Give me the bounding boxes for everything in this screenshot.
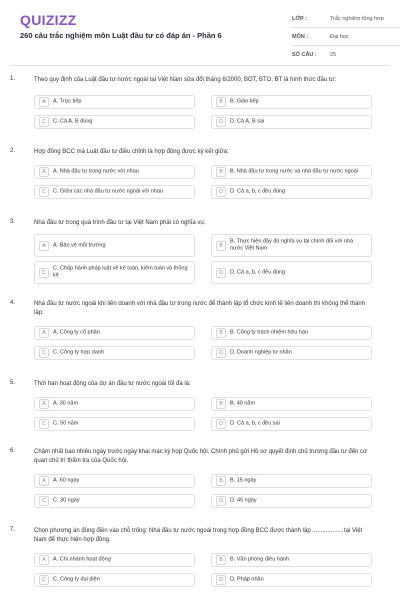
worksheet-title: 260 câu trắc nghiệm môn Luật đầu tư có đáp án - Phần 6 (20, 31, 222, 40)
answer-option-a[interactable] (34, 165, 195, 179)
option-text: C. 30 ngày (53, 497, 80, 504)
option-text: A. Bảo vệ môi trường (53, 241, 106, 248)
meta-row-class (292, 10, 400, 28)
option-letter-badge: B (216, 476, 226, 486)
question-text: Theo quy định của Luật đầu tư nước ngoài tại Việt Nam sửa đổi tháng 6/2000, BOT, BTO, BT là hình thức đầu tư: (34, 77, 337, 83)
option-text: B. Nhà đầu tư trong nước và nhà đầu tư nước ngoài (230, 168, 359, 175)
option-letter-badge: A (39, 97, 49, 107)
option-letter-badge: D (216, 268, 226, 278)
question-number: 6. (10, 448, 16, 454)
option-text: B. Công ty trách nhiệm hữu hạn (230, 329, 308, 336)
question-number: 4. (10, 300, 16, 306)
answer-option-d[interactable] (211, 346, 372, 360)
question-number: 1. (10, 76, 16, 82)
option-letter-badge: C (39, 187, 49, 197)
option-letter-badge: B (216, 555, 226, 565)
option-text: B. Gián tiếp (230, 98, 259, 105)
option-letter-badge: D (216, 348, 226, 358)
question-text: Chọn phương án đúng điền vào chỗ trống: Nhà đầu tư nước ngoài trong hợp đồng BCC được thành lập .................. tại Việt Nam để thực hiện hợp đồng. (34, 528, 363, 543)
option-text: C. Công ty đại diện (53, 576, 100, 583)
meta-label: SỐ CÂU : (292, 51, 317, 58)
worksheet-meta (292, 10, 400, 63)
meta-label: MÔN : (292, 33, 309, 40)
option-text: A. Chi nhánh hoạt động (53, 556, 111, 563)
answer-option-c[interactable] (34, 573, 195, 587)
option-text: D. Cả a, b, c đều đúng (230, 268, 286, 275)
answer-option-c[interactable] (34, 494, 195, 508)
option-letter-badge: D (216, 575, 226, 585)
answer-option-a[interactable] (34, 234, 195, 257)
option-letter-badge: C (39, 496, 49, 506)
answer-option-b[interactable] (211, 165, 372, 179)
answer-option-c[interactable] (34, 185, 195, 199)
question-text: Chậm nhất bao nhiêu ngày trước ngày khai mạc kỳ họp Quốc hội, Chính phủ gửi Hồ sơ quyết định chủ trương đầu tư đến cơ quan chủ trì thẩm tra của Quốc hội. (34, 449, 367, 464)
answer-option-a[interactable] (34, 553, 195, 567)
answer-option-b[interactable] (211, 234, 372, 257)
option-letter-badge: B (216, 167, 226, 177)
option-letter-badge: C (39, 348, 49, 358)
option-letter-badge: B (216, 241, 226, 251)
option-text: C. Giữa các nhà đầu tư nước ngoài với nhau (53, 188, 163, 195)
meta-label: LỚP : (292, 15, 307, 22)
question-text: Hợp đồng BCC mà Luật đầu tư điều chỉnh là hợp đồng được ký kết giữa: (34, 149, 229, 155)
quizizz-logo: QUIZIZZ (20, 12, 77, 28)
option-text: C. Cả A, B đúng (53, 118, 93, 125)
option-text: C. Công ty hợp danh (53, 349, 104, 356)
option-letter-badge: A (39, 399, 49, 409)
option-letter-badge: A (39, 241, 49, 251)
meta-row-count (292, 46, 400, 63)
answer-option-a[interactable] (34, 326, 195, 340)
option-text: D. Cả a, b, c đều sai (230, 420, 280, 427)
option-text: A. 30 năm (53, 400, 79, 407)
option-letter-badge: D (216, 496, 226, 506)
option-letter-badge: D (216, 117, 226, 127)
option-text: C. 50 năm (53, 420, 79, 427)
option-text: B. Văn phòng điều hành (230, 556, 290, 563)
meta-value: Trắc nghiệm tổng hợp (330, 15, 384, 22)
question-number: 2. (10, 148, 16, 154)
answer-option-c[interactable] (34, 261, 195, 284)
answer-option-c[interactable] (34, 115, 195, 129)
option-text: D. Cả a, b, c đều đúng (230, 188, 286, 195)
option-letter-badge: A (39, 328, 49, 338)
option-text: B. 15 ngày (230, 477, 257, 484)
option-text: A. Công ty cổ phần (53, 329, 100, 336)
option-text: A. Nhà đầu tư trong nước với nhau (53, 168, 139, 175)
answer-option-b[interactable] (211, 95, 372, 109)
answer-option-d[interactable] (211, 494, 372, 508)
option-text: D. Doanh nghiệp tư nhân (230, 349, 292, 356)
option-letter-badge: C (39, 117, 49, 127)
answer-option-a[interactable] (34, 95, 195, 109)
option-letter-badge: B (216, 328, 226, 338)
answer-option-d[interactable] (211, 261, 372, 284)
answer-option-a[interactable] (34, 474, 195, 488)
answer-option-b[interactable] (211, 326, 372, 340)
answer-option-b[interactable] (211, 474, 372, 488)
option-letter-badge: D (216, 419, 226, 429)
option-text: D. Cả A, B sai (230, 118, 265, 125)
worksheet-header (10, 0, 390, 66)
question-number: 3. (10, 219, 16, 225)
option-text: C. Chấp hành pháp luật về kế toán, kiểm toán và thống kê (53, 265, 188, 279)
option-letter-badge: C (39, 419, 49, 429)
meta-row-subject (292, 28, 400, 46)
option-letter-badge: A (39, 555, 49, 565)
question-text: Nhà đầu tư trong quá trình đầu tư tại Việt Nam phải có nghĩa vụ: (34, 220, 206, 226)
question-number: 5. (10, 380, 16, 386)
option-text: B. 40 năm (230, 400, 256, 407)
question-text: Nhà đầu tư nước ngoài khi liên doanh với nhà đầu tư trong nước để thành lập tổ chức kinh tế liên doanh thì không thể thành lập: (34, 301, 366, 316)
answer-option-b[interactable] (211, 553, 372, 567)
question-text: Thời hạn hoạt động của dự án đầu tư nước ngoài tối đa là: (34, 381, 191, 387)
option-letter-badge: C (39, 268, 49, 278)
answer-option-b[interactable] (211, 397, 372, 411)
option-letter-badge: A (39, 167, 49, 177)
option-letter-badge: D (216, 187, 226, 197)
answer-option-a[interactable] (34, 397, 195, 411)
answer-option-d[interactable] (211, 115, 372, 129)
answer-option-d[interactable] (211, 417, 372, 431)
answer-option-d[interactable] (211, 573, 372, 587)
meta-value: 25 (330, 51, 337, 58)
option-letter-badge: A (39, 476, 49, 486)
option-text: B. Thực hiện đầy đủ nghĩa vụ tài chính đối với nhà nước Việt Nam (230, 238, 354, 252)
answer-option-c[interactable] (34, 346, 195, 360)
option-text: D. 45 ngày (230, 497, 257, 504)
option-letter-badge: B (216, 399, 226, 409)
option-text: A. Trực tiếp (53, 98, 82, 105)
question-number: 7. (10, 527, 16, 533)
header-divider (10, 65, 390, 66)
option-letter-badge: B (216, 97, 226, 107)
option-text: A. 60 ngày (53, 477, 80, 484)
option-letter-badge: C (39, 575, 49, 585)
answer-option-c[interactable] (34, 417, 195, 431)
answer-option-d[interactable] (211, 185, 372, 199)
meta-value: Đại học (330, 33, 349, 40)
option-text: D. Pháp nhân (230, 576, 264, 583)
